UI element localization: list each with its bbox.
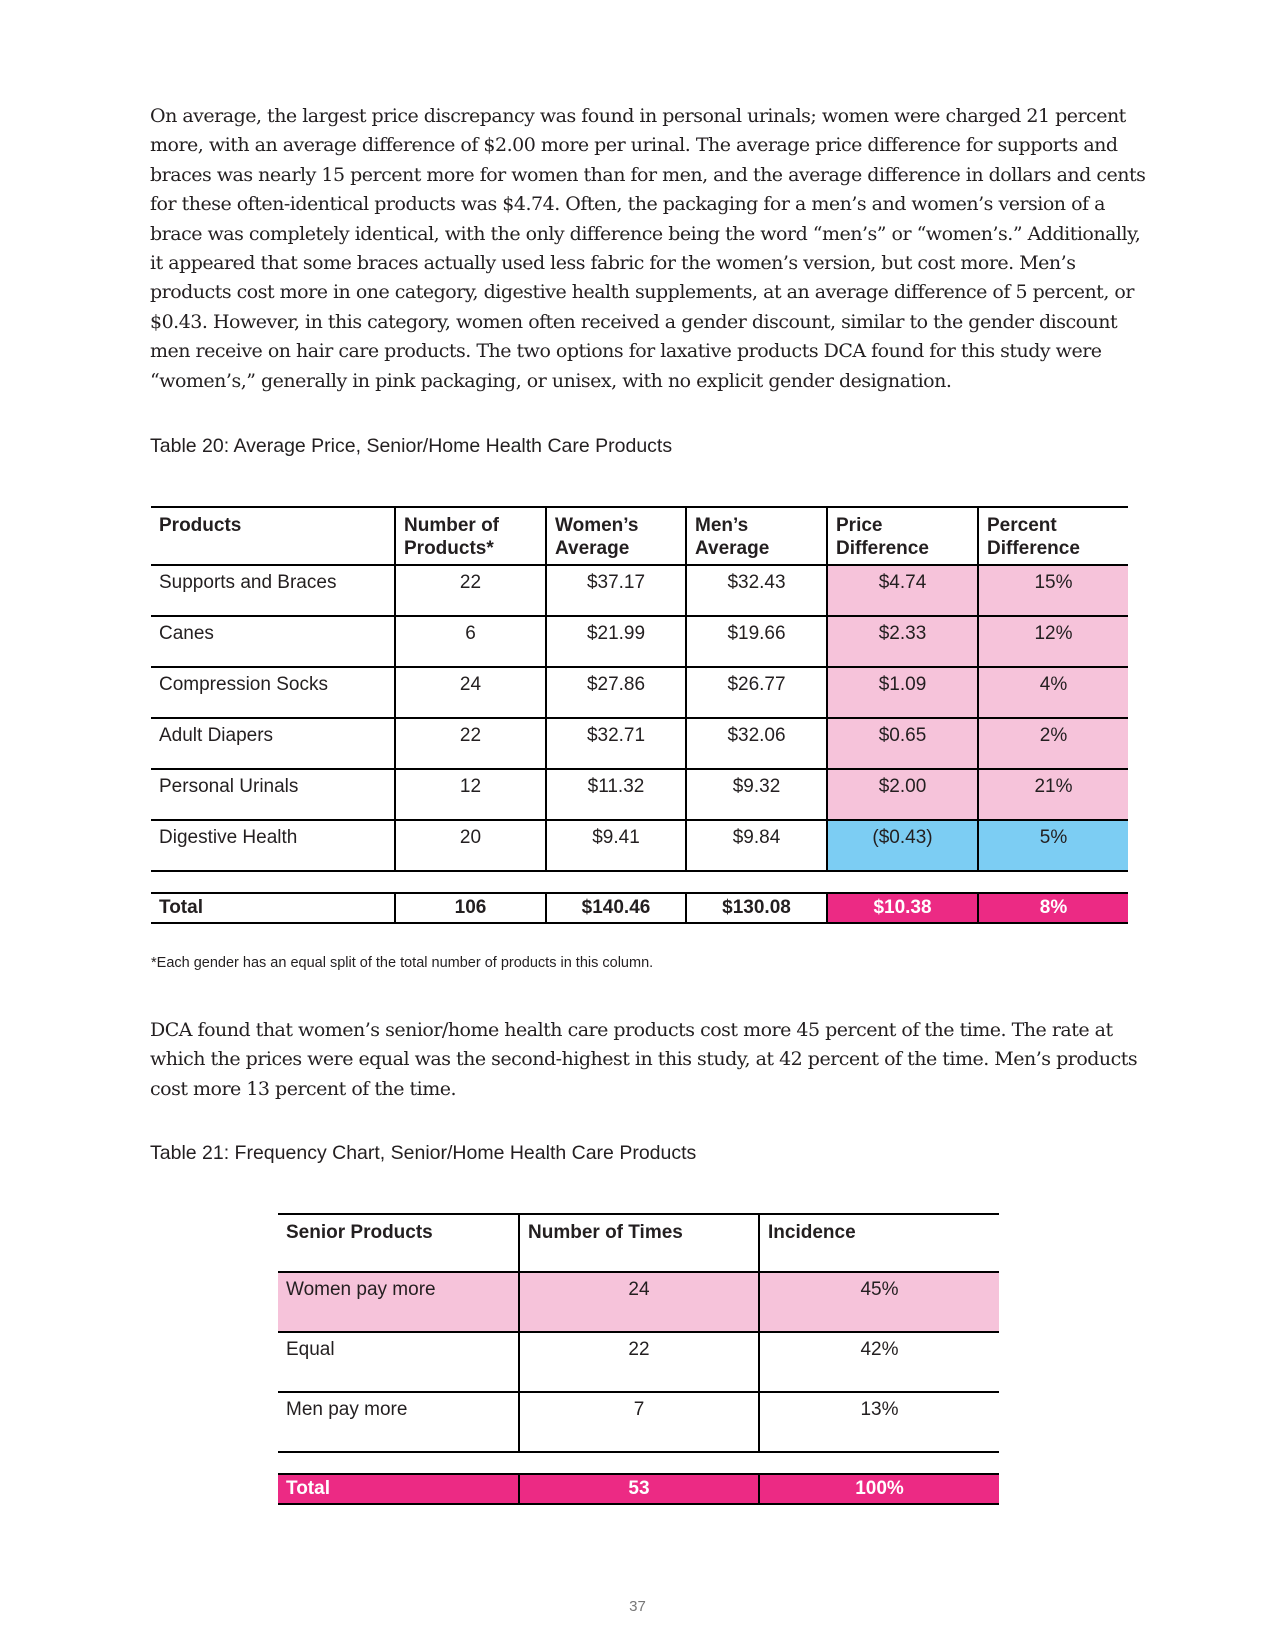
table-cell: 12% [978, 616, 1128, 667]
text-line: cost more 13 percent of the time. [150, 1077, 457, 1100]
table20-caption: Table 20: Average Price, Senior/Home Health Care Products [150, 435, 673, 457]
text-line: for these often-identical products was $4.74. Often, the packaging for a men’s and women’s version of a [150, 193, 1105, 216]
table-row [151, 616, 1128, 667]
table-row [278, 1272, 999, 1332]
table-cell: $26.77 [686, 667, 827, 718]
table-cell: $9.41 [546, 820, 686, 871]
table20-footnote: *Each gender has an equal split of the total number of products in this column. [151, 955, 654, 971]
table-cell: 4% [978, 667, 1128, 718]
table-cell: $32.43 [686, 565, 827, 616]
text-line: On average, the largest price discrepancy was found in personal urinals; women were charged 21 percent [150, 105, 1126, 127]
table-cell: 15% [978, 565, 1128, 616]
text-line: it appeared that some braces actually used less fabric for the women’s version, but cost more. Men’s [150, 252, 1076, 275]
table-header-row [278, 1214, 999, 1272]
column-header: Number of Times [519, 1214, 759, 1272]
table-cell: $27.86 [546, 667, 686, 718]
table-cell: $19.66 [686, 616, 827, 667]
category-cell: Equal [278, 1332, 519, 1392]
text-line: “women’s,” generally in pink packaging, or unisex, with no explicit gender designation. [150, 369, 952, 392]
text-line: products cost more in one category, digestive health supplements, at an average difference of 5 percent, or [150, 281, 1134, 304]
table-header-row [151, 507, 1128, 565]
text-line: men receive on hair care products. The two options for laxative products DCA found for this study were [150, 340, 1102, 363]
text-line: DCA found that women’s senior/home health care products cost more 45 percent of the time. The rate at [150, 1019, 1113, 1041]
product-name-cell: Supports and Braces [151, 565, 395, 616]
table-cell: $0.65 [827, 718, 978, 769]
table-cell: 5% [978, 820, 1128, 871]
product-name-cell: Compression Socks [151, 667, 395, 718]
table-cell: $2.33 [827, 616, 978, 667]
table-row [151, 565, 1128, 616]
table-cell: 7 [519, 1392, 759, 1452]
page-number: 37 [629, 1598, 646, 1615]
total-cell: $130.08 [686, 893, 827, 923]
table-row [151, 769, 1128, 820]
table-cell: $2.00 [827, 769, 978, 820]
table-cell: 45% [759, 1272, 999, 1332]
total-label: Total [151, 893, 395, 923]
table-cell: $1.09 [827, 667, 978, 718]
body-paragraph-2 [150, 1016, 1138, 1104]
product-name-cell: Digestive Health [151, 820, 395, 871]
table-row [151, 718, 1128, 769]
table21 [278, 1213, 999, 1505]
table-cell: 22 [395, 565, 546, 616]
total-cell: 8% [978, 893, 1128, 923]
table-cell: $9.32 [686, 769, 827, 820]
product-name-cell: Personal Urinals [151, 769, 395, 820]
column-header: Percent Difference [978, 507, 1128, 565]
table-cell: 22 [519, 1332, 759, 1392]
table-cell: 42% [759, 1332, 999, 1392]
column-header: Women’s Average [546, 507, 686, 565]
total-cell: 53 [519, 1474, 759, 1504]
table-cell: $32.71 [546, 718, 686, 769]
table-cell: 24 [395, 667, 546, 718]
table-cell: 13% [759, 1392, 999, 1452]
column-header: Senior Products [278, 1214, 519, 1272]
table-cell: 22 [395, 718, 546, 769]
total-label: Total [278, 1474, 519, 1504]
product-name-cell: Adult Diapers [151, 718, 395, 769]
total-cell: 106 [395, 893, 546, 923]
table-cell: 24 [519, 1272, 759, 1332]
table-cell: 6 [395, 616, 546, 667]
table-row [151, 820, 1128, 871]
category-cell: Women pay more [278, 1272, 519, 1332]
table-cell: $37.17 [546, 565, 686, 616]
table-cell: 21% [978, 769, 1128, 820]
total-cell: $140.46 [546, 893, 686, 923]
table-row [151, 667, 1128, 718]
text-line: $0.43. However, in this category, women often received a gender discount, similar to the gender discount [150, 310, 1118, 333]
table-cell: 12 [395, 769, 546, 820]
table21-caption: Table 21: Frequency Chart, Senior/Home Health Care Products [150, 1142, 697, 1164]
category-cell: Men pay more [278, 1392, 519, 1452]
total-cell: $10.38 [827, 893, 978, 923]
table-cell: 20 [395, 820, 546, 871]
column-header: Incidence [759, 1214, 999, 1272]
table-row [278, 1392, 999, 1452]
total-cell: 100% [759, 1474, 999, 1504]
table-cell: $21.99 [546, 616, 686, 667]
table-cell: ($0.43) [827, 820, 978, 871]
table-cell: $4.74 [827, 565, 978, 616]
body-paragraph-1 [150, 102, 1146, 396]
text-line: braces was nearly 15 percent more for women than for men, and the average difference in dollars and cents [150, 163, 1146, 186]
column-header: Men’s Average [686, 507, 827, 565]
table-row [278, 1332, 999, 1392]
text-line: brace was completely identical, with the only difference being the word “men’s” or “women’s.” Additionally, [150, 222, 1141, 245]
text-line: which the prices were equal was the second-highest in this study, at 42 percent of the time. Men’s products [150, 1048, 1138, 1071]
table-total-row [151, 893, 1128, 923]
table-cell: $11.32 [546, 769, 686, 820]
text-line: more, with an average difference of $2.00 more per urinal. The average price difference for supports and [150, 134, 1118, 157]
product-name-cell: Canes [151, 616, 395, 667]
table-cell: 2% [978, 718, 1128, 769]
table-cell: $32.06 [686, 718, 827, 769]
table-cell: $9.84 [686, 820, 827, 871]
column-header: Price Difference [827, 507, 978, 565]
table-total-row [278, 1474, 999, 1504]
column-header: Products [151, 507, 395, 565]
column-header: Number of Products* [395, 507, 546, 565]
table20 [151, 506, 1128, 924]
